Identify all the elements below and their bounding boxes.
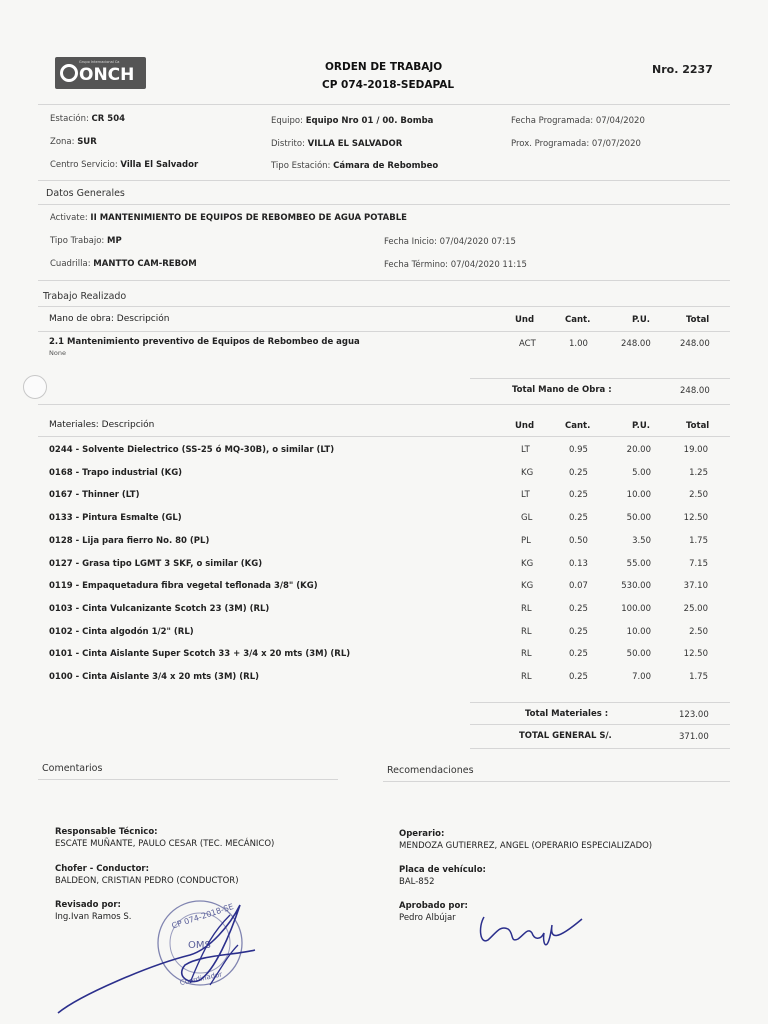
material-desc: 0119 - Empaquetadura fibra vegetal teflonada 3/8" (KG) [49, 581, 318, 591]
chofer-label: Chofer - Conductor: [55, 864, 150, 874]
distrito-field [271, 139, 402, 149]
punch-hole-mark [23, 375, 47, 399]
document-title: ORDEN DE TRABAJO [325, 61, 443, 73]
responsable-label: Responsable Técnico: [55, 827, 158, 837]
responsable-value: ESCATE MUÑANTE, PAULO CESAR (TEC. MECÁNICO) [55, 839, 275, 849]
material-und: LT [521, 445, 530, 455]
logo-small-text: Grupo Internacional Ca [79, 60, 120, 64]
material-cant: 0.25 [569, 672, 588, 682]
revisado-label: Revisado por: [55, 900, 121, 910]
estacion-field [50, 114, 125, 124]
mano-obra-item-cant: 1.00 [569, 339, 588, 349]
tipo-estacion-field [271, 161, 438, 171]
revisado-value: Ing.Ivan Ramos S. [55, 912, 132, 922]
logo-ring-icon [59, 63, 79, 83]
material-pu: 50.00 [626, 649, 651, 659]
material-total: 7.15 [689, 559, 708, 569]
mat-col-und-header: Und [515, 421, 535, 431]
divider [470, 702, 730, 703]
col-total-header: Total [686, 315, 710, 325]
tipo-estacion-value: Cámara de Rebombeo [333, 161, 439, 171]
document-subtitle: CP 074-2018-SEDAPAL [322, 79, 455, 91]
material-total: 12.50 [683, 513, 708, 523]
material-cant: 0.50 [569, 536, 588, 546]
fecha-termino: Fecha Término: 07/04/2020 11:15 [384, 260, 527, 270]
total-mano-obra-label: Total Mano de Obra : [512, 385, 612, 395]
company-logo [55, 57, 146, 89]
estacion-value: CR 504 [91, 114, 126, 124]
divider [38, 180, 730, 181]
estacion-label: Estación: [50, 114, 89, 124]
material-desc: 0103 - Cinta Vulcanizante Scotch 23 (3M) (RL) [49, 604, 270, 614]
material-und: KG [521, 581, 534, 591]
zona-field [50, 137, 97, 147]
material-und: RL [521, 649, 532, 659]
mano-obra-item-total: 248.00 [680, 339, 710, 349]
stamp-text-top: CP 074-2018-SE [170, 901, 235, 931]
material-total: 1.25 [689, 468, 708, 478]
operario-label: Operario: [399, 829, 445, 839]
equipo-value: Equipo Nro 01 / 00. Bomba [305, 116, 434, 126]
material-cant: 0.95 [569, 445, 588, 455]
chofer-value: BALDEON, CRISTIAN PEDRO (CONDUCTOR) [55, 876, 239, 886]
mat-col-cant-header: Cant. [565, 421, 591, 431]
material-und: GL [521, 513, 533, 523]
fecha-inicio: Fecha Inicio: 07/04/2020 07:15 [384, 237, 516, 247]
material-total: 1.75 [689, 672, 708, 682]
material-cant: 0.25 [569, 468, 588, 478]
material-total: 19.00 [683, 445, 708, 455]
material-desc: 0133 - Pintura Esmalte (GL) [49, 513, 182, 523]
centro-field [50, 160, 198, 170]
zona-label: Zona: [50, 137, 75, 147]
material-cant: 0.25 [569, 513, 588, 523]
material-pu: 7.00 [632, 672, 651, 682]
distrito-value: VILLA EL SALVADOR [307, 139, 403, 149]
mat-col-pu-header: P.U. [632, 421, 651, 431]
material-pu: 10.00 [626, 627, 651, 637]
divider [38, 104, 730, 105]
cuadrilla-field [50, 259, 197, 269]
material-pu: 5.00 [632, 468, 651, 478]
total-general-value: 371.00 [679, 732, 709, 742]
material-und: RL [521, 604, 532, 614]
material-desc: 0102 - Cinta algodón 1/2" (RL) [49, 627, 194, 637]
divider [38, 436, 730, 437]
activate-label: Activate: [50, 213, 88, 223]
total-general-label: TOTAL GENERAL S/. [519, 731, 612, 741]
materiales-header: Materiales: Descripción [49, 420, 155, 430]
placa-value: BAL-852 [399, 877, 435, 887]
distrito-label: Distrito: [271, 139, 305, 149]
trabajo-realizado-title: Trabajo Realizado [43, 291, 127, 302]
material-pu: 55.00 [626, 559, 651, 569]
tipo-trabajo-value: MP [106, 236, 122, 246]
material-pu: 530.00 [621, 581, 651, 591]
stamp-icon [158, 901, 242, 987]
tipo-estacion-label: Tipo Estación: [271, 161, 331, 171]
material-total: 25.00 [683, 604, 708, 614]
material-total: 1.75 [689, 536, 708, 546]
mano-obra-item-desc: 2.1 Mantenimiento preventivo de Equipos de Rebombeo de agua [49, 337, 360, 347]
material-und: PL [521, 536, 531, 546]
total-materiales-label: Total Materiales : [525, 709, 609, 719]
col-und-header: Und [515, 315, 535, 325]
material-und: RL [521, 672, 532, 682]
mat-col-total-header: Total [686, 421, 710, 431]
material-pu: 3.50 [632, 536, 651, 546]
material-pu: 10.00 [626, 490, 651, 500]
aprobado-value: Pedro Albújar [399, 913, 456, 923]
material-total: 37.10 [683, 581, 708, 591]
activate-field [50, 213, 407, 223]
divider [383, 781, 730, 782]
material-desc: 0167 - Thinner (LT) [49, 490, 140, 500]
equipo-label: Equipo: [271, 116, 303, 126]
material-total: 2.50 [689, 490, 708, 500]
material-desc: 0100 - Cinta Aislante 3/4 x 20 mts (3M) (RL) [49, 672, 259, 682]
divider [470, 378, 730, 379]
mano-obra-item-sub: None [49, 349, 66, 357]
mano-obra-item-pu: 248.00 [621, 339, 651, 349]
material-desc: 0127 - Grasa tipo LGMT 3 SKF, o similar (KG) [49, 559, 263, 569]
material-cant: 0.25 [569, 627, 588, 637]
equipo-field [271, 116, 433, 126]
material-desc: 0168 - Trapo industrial (KG) [49, 468, 183, 478]
material-total: 2.50 [689, 627, 708, 637]
datos-generales-title: Datos Generales [46, 188, 125, 199]
coordinator-stamp-signature [40, 885, 280, 1020]
recomendaciones-title: Recomendaciones [387, 765, 474, 776]
material-cant: 0.25 [569, 490, 588, 500]
material-total: 12.50 [683, 649, 708, 659]
material-und: LT [521, 490, 530, 500]
activate-value: II MANTENIMIENTO DE EQUIPOS DE REBOMBEO DE AGUA POTABLE [90, 213, 407, 223]
material-cant: 0.07 [569, 581, 588, 591]
mano-obra-item-und: ACT [519, 339, 536, 349]
divider [38, 331, 730, 332]
placa-label: Placa de vehículo: [399, 865, 486, 875]
material-cant: 0.25 [569, 604, 588, 614]
col-cant-header: Cant. [565, 315, 591, 325]
centro-value: Villa El Salvador [120, 160, 199, 170]
material-cant: 0.13 [569, 559, 588, 569]
cuadrilla-label: Cuadrilla: [50, 259, 91, 269]
zona-value: SUR [77, 137, 97, 147]
mano-obra-header: Mano de obra: Descripción [49, 314, 170, 324]
cuadrilla-value: MANTTO CAM-REBOM [93, 259, 197, 269]
stamp-text-mid: OMS [188, 940, 211, 951]
divider [470, 724, 730, 725]
material-desc: 0128 - Lija para fierro No. 80 (PL) [49, 536, 210, 546]
fecha-programada: Fecha Programada: 07/04/2020 [511, 116, 645, 126]
material-desc: 0244 - Solvente Dielectrico (SS-25 ó MQ-30B), o similar (LT) [49, 445, 335, 455]
material-und: KG [521, 559, 534, 569]
material-und: RL [521, 627, 532, 637]
divider [38, 204, 730, 205]
tipo-trabajo-field [50, 236, 122, 246]
logo-text: ONCH [79, 65, 135, 85]
divider [470, 748, 730, 749]
divider [38, 280, 730, 281]
operario-value: MENDOZA GUTIERREZ, ANGEL (OPERARIO ESPECIALIZADO) [399, 841, 653, 851]
tipo-trabajo-label: Tipo Trabajo: [50, 236, 105, 246]
signature-approver-icon [470, 905, 590, 965]
centro-label: Centro Servicio: [50, 160, 118, 170]
stamp-text-bot: Coordinador [179, 970, 223, 988]
prox-programada: Prox. Programada: 07/07/2020 [511, 139, 641, 149]
col-pu-header: P.U. [632, 315, 651, 325]
divider [38, 404, 730, 405]
divider [38, 306, 730, 307]
total-mano-obra-value: 248.00 [680, 386, 710, 396]
material-pu: 100.00 [621, 604, 651, 614]
divider [38, 779, 338, 780]
material-pu: 50.00 [626, 513, 651, 523]
aprobado-label: Aprobado por: [399, 901, 468, 911]
total-materiales-value: 123.00 [679, 710, 709, 720]
material-pu: 20.00 [626, 445, 651, 455]
comentarios-title: Comentarios [42, 763, 103, 774]
material-cant: 0.25 [569, 649, 588, 659]
material-und: KG [521, 468, 534, 478]
material-desc: 0101 - Cinta Aislante Super Scotch 33 + 3/4 x 20 mts (3M) (RL) [49, 649, 351, 659]
order-number: Nro. 2237 [652, 63, 713, 76]
